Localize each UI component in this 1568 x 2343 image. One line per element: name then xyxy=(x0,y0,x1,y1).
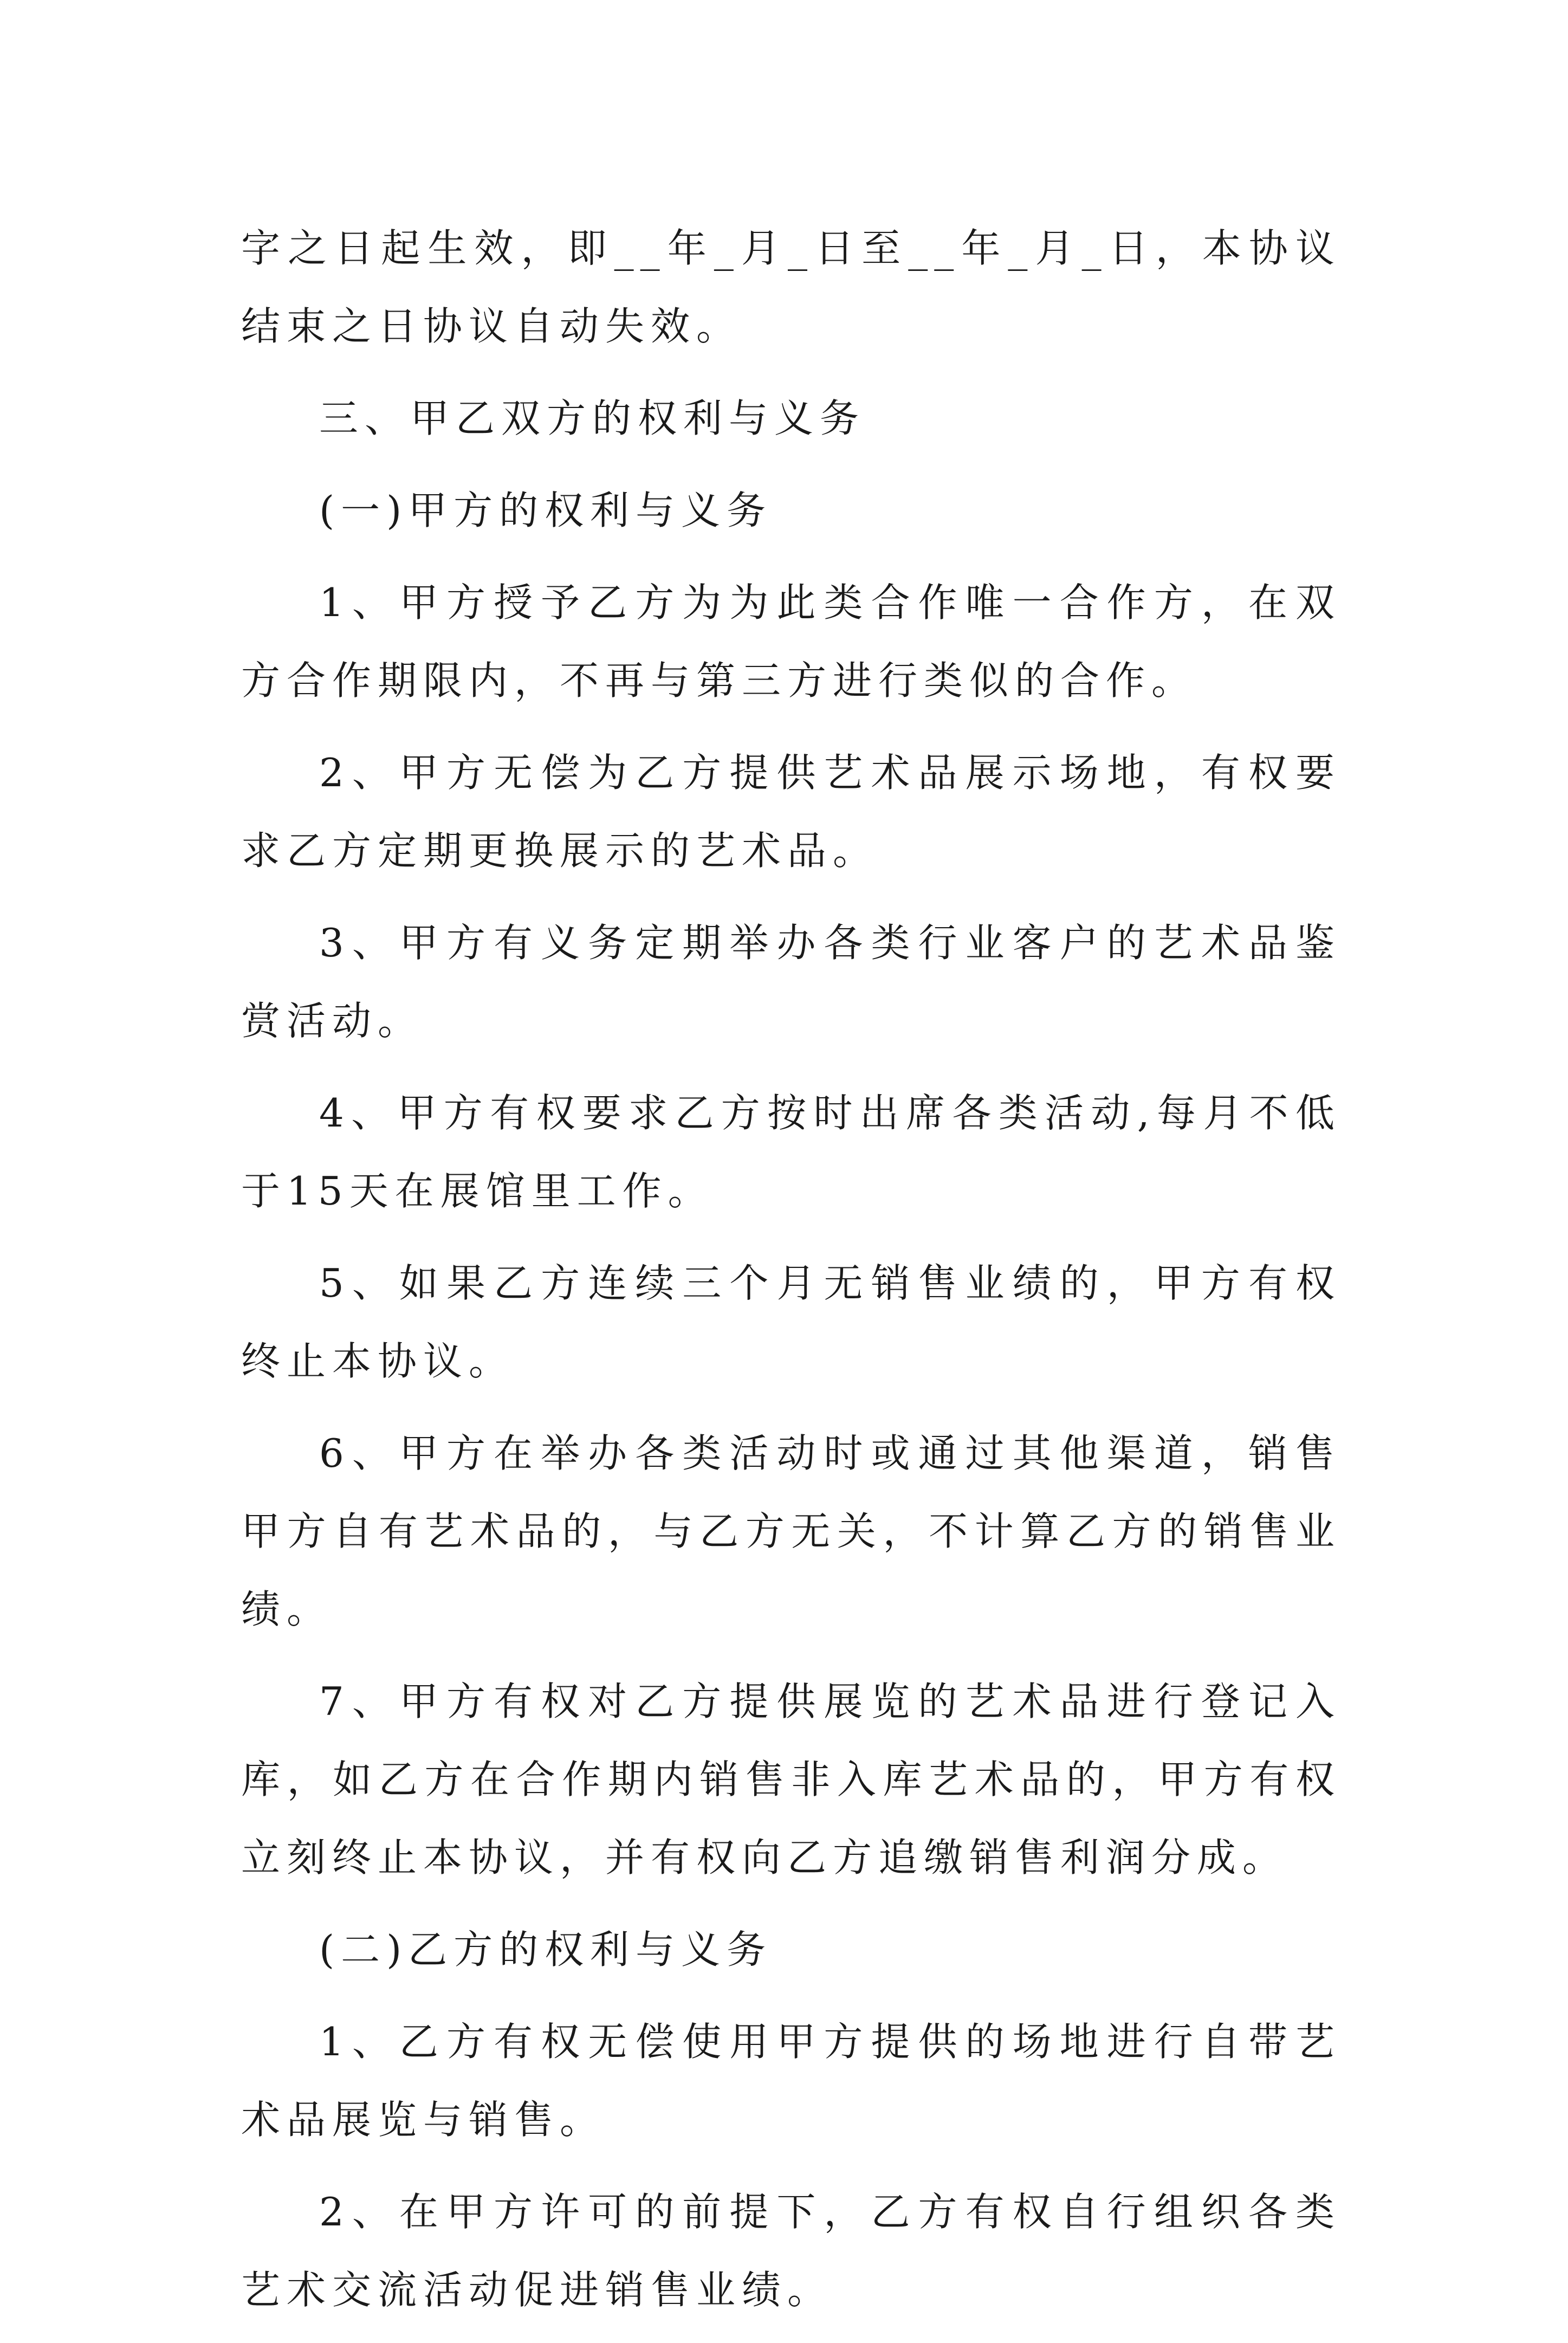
document-body xyxy=(241,209,1341,2343)
party-a-clause-2: 2、甲方无偿为乙方提供艺术品展示场地，有权要求乙方定期更换展示的艺术品。 xyxy=(241,750,1341,873)
party-a-clause-3: 3、甲方有义务定期举办各类行业客户的艺术品鉴赏活动。 xyxy=(241,920,1341,1044)
subsection-heading-party-b: (二)乙方的权利与义务 xyxy=(319,1927,773,1972)
party-b-clause-2: 2、在甲方许可的前提下，乙方有权自行组织各类艺术交流活动促进销售业绩。 xyxy=(241,2189,1341,2313)
party-a-clause-1: 1、甲方授予乙方为为此类合作唯一合作方，在双方合作期限内，不再与第三方进行类似的合作。 xyxy=(241,580,1341,703)
party-a-clause-7: 7、甲方有权对乙方提供展览的艺术品进行登记入库，如乙方在合作期内销售非入库艺术品的，甲方有权立刻终止本协议，并有权向乙方追缴销售利润分成。 xyxy=(241,1679,1341,1880)
party-a-clause-4: 4、甲方有权要求乙方按时出席各类活动,每月不低于15天在展馆里工作。 xyxy=(241,1090,1341,1214)
party-a-clause-6: 6、甲方在举办各类活动时或通过其他渠道，销售甲方自有艺术品的，与乙方无关，不计算乙方的销售业绩。 xyxy=(241,1431,1341,1632)
party-b-clause-1: 1、乙方有权无偿使用甲方提供的场地进行自带艺术品展览与销售。 xyxy=(241,2019,1341,2143)
subsection-heading-party-a: (一)甲方的权利与义务 xyxy=(319,488,773,533)
paragraph-effective-date: 字之日起生效，即__年_月_日至__年_月_日，本协议结束之日协议自动失效。 xyxy=(241,225,1341,349)
section-heading-rights-obligations: 三、甲乙双方的权利与义务 xyxy=(319,396,866,441)
party-a-clause-5: 5、如果乙方连续三个月无销售业绩的，甲方有权终止本协议。 xyxy=(241,1260,1341,1384)
